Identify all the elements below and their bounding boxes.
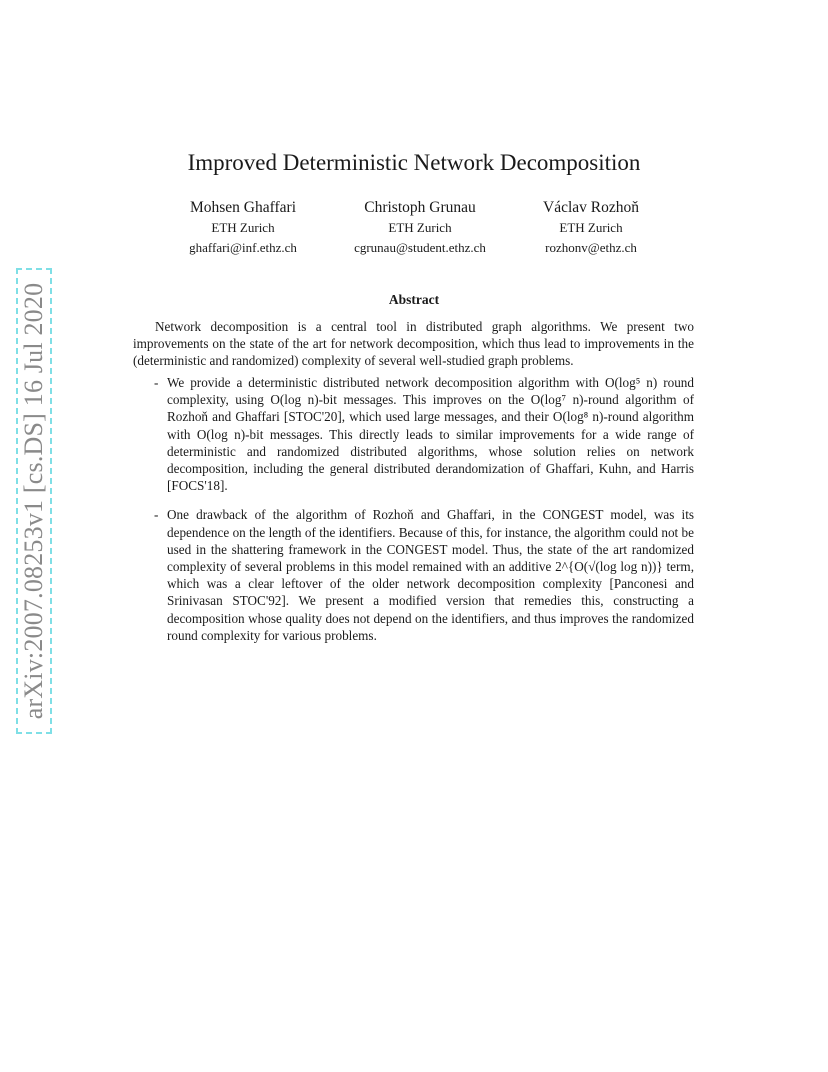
contribution-list: [150, 374, 694, 656]
paper-title: Improved Deterministic Network Decomposition: [187, 150, 641, 175]
arxiv-side-stamp: [16, 268, 52, 734]
author-email: ghaffari@inf.ethz.ch: [189, 240, 297, 255]
contribution-item: [150, 506, 694, 644]
author-3: [491, 198, 691, 258]
contribution-text: One drawback of the algorithm of Rozhoň and Ghaffari, in the CONGEST model, was its dependence on the length of the identifiers. Because of this, for instance, the algorithm could not be used in the shattering framework in the CONGEST model. Thus, the state of the art randomized complexity of several problems in this model remained with an additive 2^{O(√(log log n))} term, which was a clear leftover of the older network decomposition complexity [Panconesi and Srinivasan STOC'92]. We present a modified version that remedies this, constructing a decomposition whose quality does not depend on the identifiers, and thus improves the randomized round complexity for various problems.: [167, 507, 694, 643]
author-affiliation: ETH Zurich: [559, 220, 623, 235]
arxiv-identifier: arXiv:2007.08253v1 [cs.DS] 16 Jul 2020: [19, 282, 48, 720]
bullet-marker: -: [154, 507, 159, 523]
author-email: rozhonv@ethz.ch: [545, 240, 637, 255]
contribution-item: [150, 374, 694, 494]
author-affiliation: ETH Zurich: [211, 220, 275, 235]
author-name: Christoph Grunau: [364, 199, 476, 216]
abstract-paragraph: Network decomposition is a central tool in distributed graph algorithms. We present two improvements on the state of the art for network decomposition, which thus lead to improvements in the (deterministic and randomized) complexity of several well-studied graph problems.: [133, 319, 694, 369]
abstract-intro: [133, 318, 694, 370]
bullet-marker: -: [154, 375, 159, 390]
author-affiliation: ETH Zurich: [388, 220, 452, 235]
contribution-text: We provide a deterministic distributed network decomposition algorithm with O(log⁵ n) round complexity, using O(log n)-bit messages. This improves on the O(log⁷ n)-round algorithm of Rozhoň and Ghaffari [STOC'20], which used large messages, and their O(log⁸ n)-round algorithm with O(log n)-bit messages. This directly leads to similar improvements for a wide range of deterministic and randomized distributed algorithms, whose solution relies on network decomposition, including the general distributed derandomization of Ghaffari, Kuhn, and Harris [FOCS'18].: [167, 375, 694, 494]
author-2: [320, 198, 520, 258]
author-name: Mohsen Ghaffari: [189, 199, 297, 216]
author-name: Václav Rozhoň: [543, 199, 639, 216]
author-email: cgrunau@student.ethz.ch: [354, 240, 486, 255]
abstract-heading: Abstract: [388, 292, 440, 307]
author-1: [143, 198, 343, 258]
